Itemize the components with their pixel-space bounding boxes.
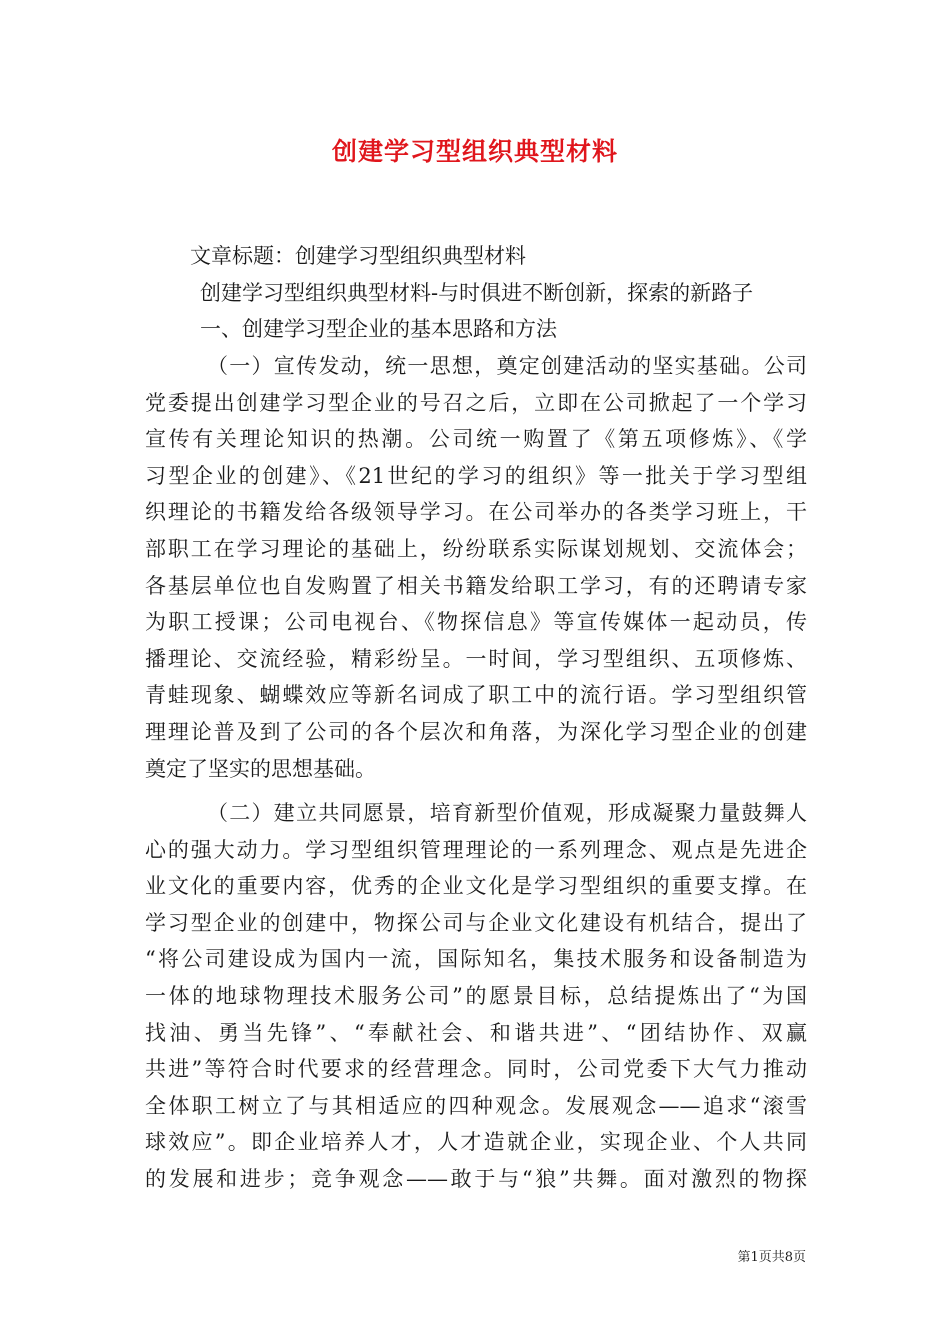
paragraph-line: 宣传有关理论知识的热潮。公司统一购置了《第五项修炼》、《学 — [145, 427, 807, 452]
paragraph-line: 党委提出创建学习型企业的号召之后，立即在公司掀起了一个学习 — [145, 390, 807, 415]
paragraph-line: “将公司建设成为国内一流，国际知名，集技术服务和设备制造为 — [145, 947, 807, 972]
subtitle-line: 创建学习型组织典型材料-与时俱进不断创新，探索的新路子 — [200, 281, 754, 305]
paragraph-line: 心的强大动力。学习型组织管理理论的一系列理念、观点是先进企 — [145, 837, 807, 862]
paragraph-line: 理理论普及到了公司的各个层次和角落，为深化学习型企业的创建 — [145, 719, 807, 744]
paragraph-line: 学习型企业的创建中，物探公司与企业文化建设有机结合，提出了 — [145, 910, 807, 935]
section-heading: 一、创建学习型企业的基本思路和方法 — [200, 317, 557, 341]
paragraph-line: （一）宣传发动，统一思想，奠定创建活动的坚实基础。公司 — [207, 354, 807, 378]
paragraph-line: 全体职工树立了与其相适应的四种观念。发展观念——追求“滚雪 — [145, 1093, 807, 1118]
page-number: 第1页共8页 — [737, 1250, 806, 1265]
paragraph-line: 业文化的重要内容，优秀的企业文化是学习型组织的重要支撑。在 — [145, 874, 807, 899]
paragraph-line: （二）建立共同愿景，培育新型价值观，形成凝聚力量鼓舞人 — [207, 801, 807, 825]
paragraph-line: 共进”等符合时代要求的经营理念。同时，公司党委下大气力推动 — [145, 1057, 807, 1082]
document-title: 创建学习型组织典型材料 — [331, 137, 618, 166]
paragraph-line: 球效应”。即企业培养人才，人才造就企业，实现企业、个人共同 — [145, 1130, 807, 1155]
article-title-line: 文章标题：创建学习型组织典型材料 — [190, 244, 526, 268]
paragraph-line: 织理论的书籍发给各级领导学习。在公司举办的各类学习班上，干 — [145, 500, 807, 525]
paragraph-line: 为职工授课；公司电视台、《物探信息》等宣传媒体一起动员，传 — [145, 610, 807, 635]
paragraph-line: 习型企业的创建》、《21世纪的学习的组织》等一批关于学习型组 — [145, 463, 807, 488]
paragraph-line: 一体的地球物理技术服务公司”的愿景目标，总结提炼出了“为国 — [145, 983, 807, 1008]
paragraph-line: 部职工在学习理论的基础上，纷纷联系实际谋划规划、交流体会； — [145, 536, 807, 561]
paragraph-line: 各基层单位也自发购置了相关书籍发给职工学习，有的还聘请专家 — [145, 573, 807, 598]
paragraph-line: 的发展和进步；竞争观念——敢于与“狼”共舞。面对激烈的物探 — [145, 1166, 807, 1191]
paragraph-shared-vision — [145, 795, 807, 1198]
paragraph-line: 奠定了坚实的思想基础。 — [145, 756, 376, 781]
paragraph-line: 青蛙现象、蝴蝶效应等新名词成了职工中的流行语。学习型组织管 — [145, 683, 807, 708]
paragraph-line: 播理论、交流经验，精彩纷呈。一时间，学习型组织、五项修炼、 — [145, 646, 807, 671]
paragraph-line: 找油、勇当先锋”、“奉献社会、和谐共进”、“团结协作、双赢 — [145, 1020, 807, 1045]
paragraph-publicity — [145, 348, 807, 787]
